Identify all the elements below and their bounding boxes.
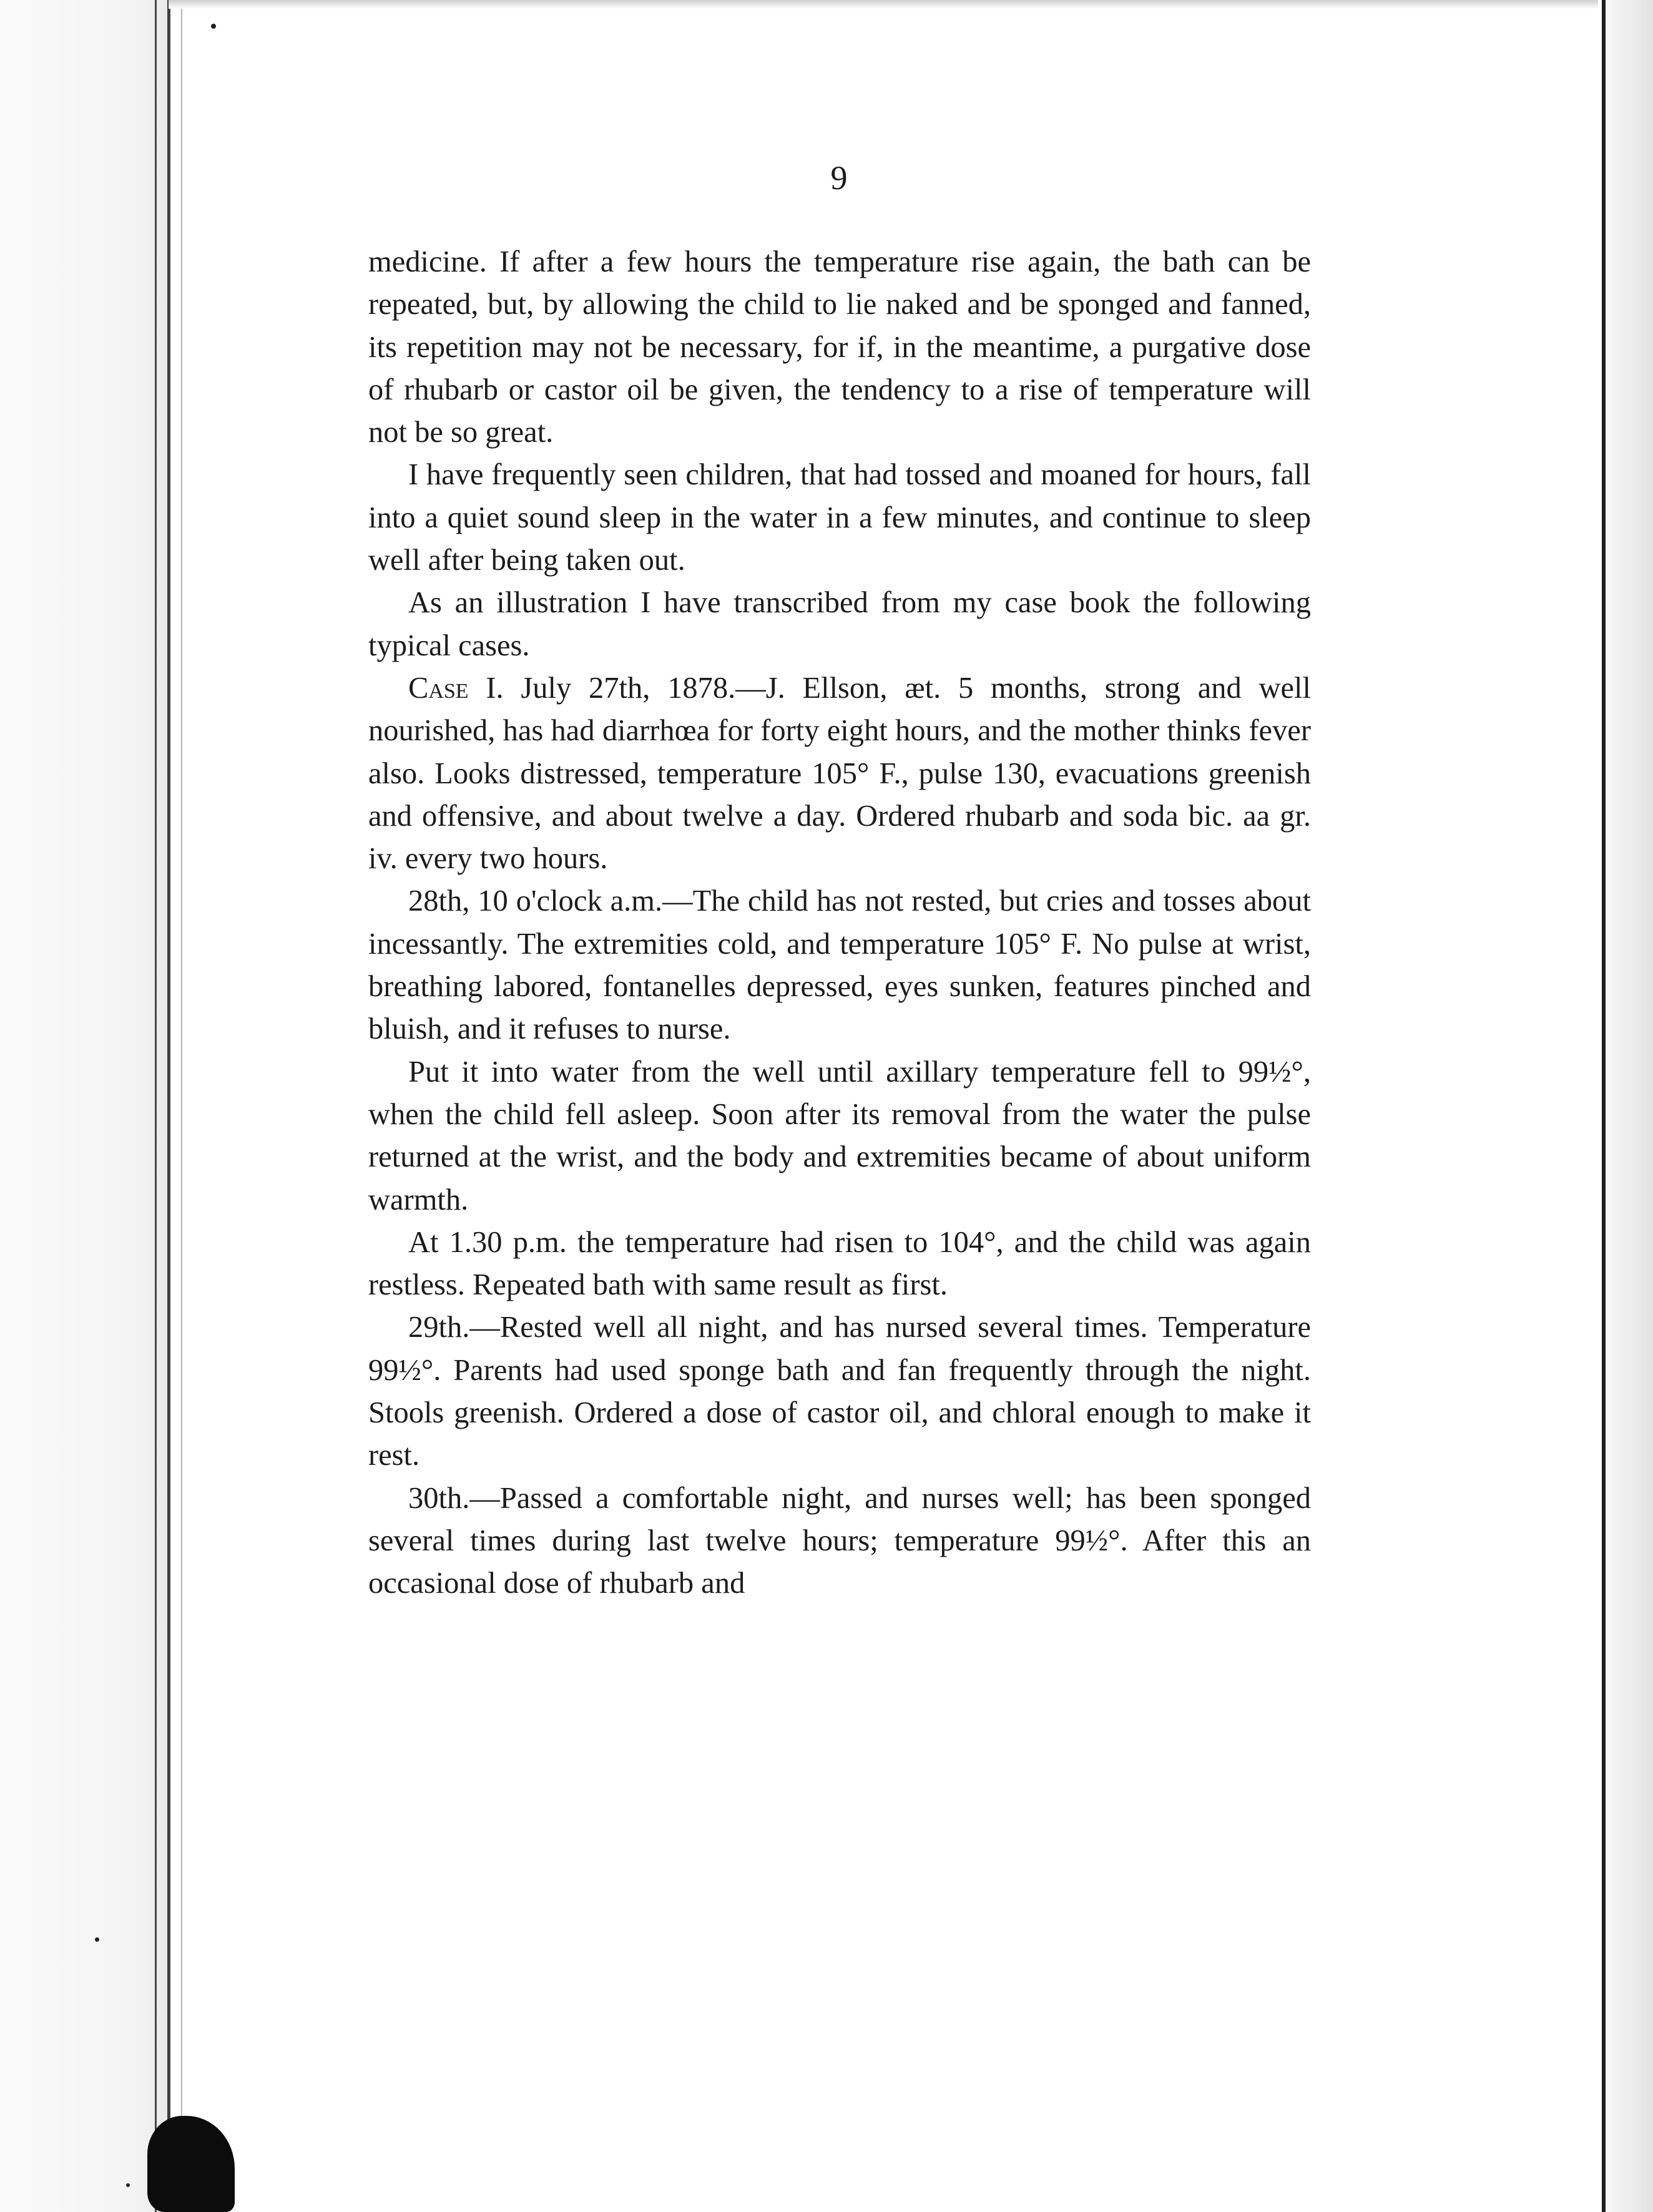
- ink-blot: [147, 2116, 235, 2212]
- binding-gutter-line: [155, 0, 157, 2212]
- paragraph-text: I have frequently seen children, that had tossed and moaned for hours, fall into a quiet sound sleep in the water in a few minutes, and continue to sleep well after being taken out.: [368, 458, 1311, 577]
- paragraph-text: Put it into water from the well until axillary temperature fell to 99½°, when the child fell asleep. Soon after its removal from the water the pulse returned at the wrist, and the body and extremities became of about uniform warmth.: [368, 1055, 1311, 1216]
- paragraph-text: I. July 27th, 1878.—J. Ellson, æt. 5 months, strong and well nourished, has had diarrhœa for forty eight hours, and the mother thinks fever also. Looks distressed, temperature 105° F., pulse 130, evacuations greenish and offensive, and about twelve a day. Ordered rhubarb and soda bic. aa gr. iv. every two hours.: [368, 671, 1311, 876]
- paragraph: [368, 1477, 1311, 1605]
- page-top-edge: [169, 0, 1604, 9]
- paragraph: [368, 1306, 1311, 1477]
- page-right-margin: [1598, 0, 1653, 2212]
- speck: [211, 24, 216, 29]
- speck: [126, 2183, 130, 2187]
- speck: [95, 1937, 99, 1942]
- page-left-edge: [167, 0, 170, 2212]
- paragraph: [368, 1051, 1311, 1221]
- paragraph: [368, 880, 1311, 1050]
- paragraph-text: At 1.30 p.m. the temperature had risen to 104°, and the child was again restless. Repeated bath with same result as first.: [368, 1225, 1311, 1302]
- paragraph: [368, 241, 1311, 454]
- paragraph-text: 29th.—Rested well all night, and has nursed several times. Temperature 99½°. Parents had used sponge bath and fan frequently through the night. Stools greenish. Ordered a dose of castor oil, and chloral enough to make it rest.: [368, 1311, 1311, 1472]
- paragraph: [368, 1221, 1311, 1307]
- page-number: 9: [830, 159, 849, 197]
- page-body: [368, 241, 1311, 1605]
- paragraph: [368, 582, 1311, 667]
- book-page: [368, 156, 1311, 1841]
- page-fold-shadow: [181, 0, 182, 2212]
- paragraph: [368, 454, 1311, 582]
- paragraph-text: medicine. If after a few hours the temperature rise again, the bath can be repeated, but, by allowing the child to lie naked and be sponged and fanned, its repetition may not be necessary, for if, in the meantime, a purgative dose of rhubarb or castor oil be given, the tendency to a rise of temperature will not be so great.: [368, 245, 1311, 449]
- case-paragraph: [368, 667, 1311, 880]
- paragraph-text: 30th.—Passed a comfortable night, and nurses well; has been sponged several times during last twelve hours; temperature 99½°. After this an occasional dose of rhubarb and: [368, 1481, 1311, 1600]
- case-label: Case: [408, 671, 469, 705]
- adjacent-page-margin: [0, 0, 169, 2212]
- page-right-edge: [1602, 0, 1606, 2212]
- paragraph-text: As an illustration I have transcribed from my case book the following typical cases.: [368, 586, 1311, 662]
- paragraph-text: 28th, 10 o'clock a.m.—The child has not rested, but cries and tosses about incessantly. The extremities cold, and temperature 105° F. No pulse at wrist, breathing labored, fontanelles depressed, eyes sunken, features pinched and bluish, and it refuses to nurse.: [368, 884, 1311, 1046]
